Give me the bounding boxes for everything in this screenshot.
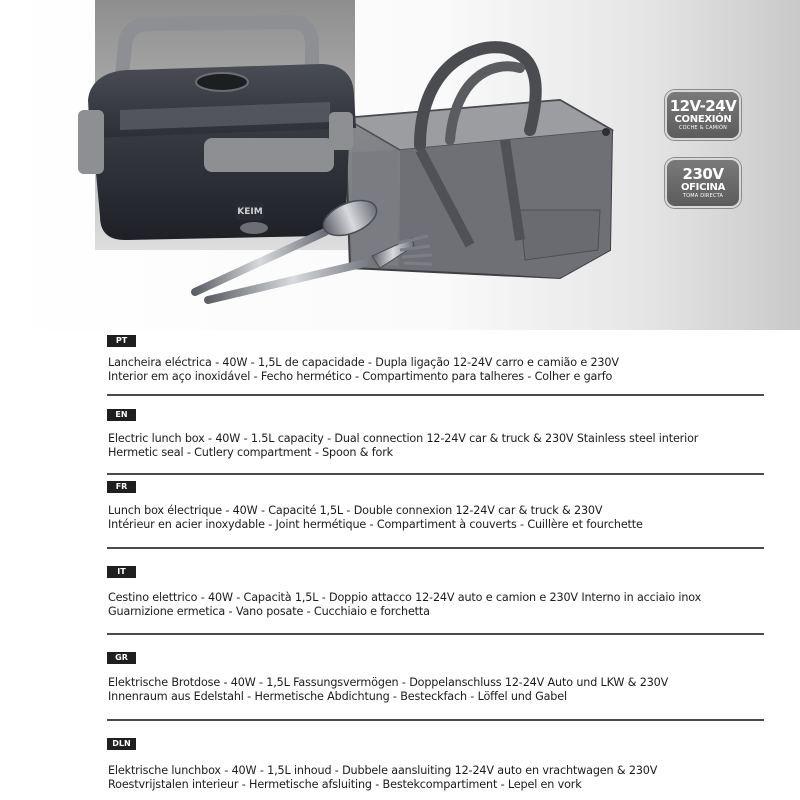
section-gr	[0, 652, 800, 734]
badge-230v	[665, 158, 741, 208]
section-text	[108, 356, 768, 384]
language-sections	[0, 335, 800, 791]
section-divider	[107, 633, 764, 635]
cooler-bag	[345, 47, 612, 278]
lang-tag: DLN	[107, 738, 136, 750]
text-line: Hermetic seal - Cutlery compartment - Spoon & fork	[108, 446, 393, 459]
lang-tag: EN	[107, 409, 136, 421]
section-divider	[107, 394, 764, 396]
text-line: Intérieur en acier inoxydable - Joint hermétique - Compartiment à couverts - Cuillère et fourchette	[108, 518, 643, 531]
lang-tag: GR	[107, 652, 136, 664]
lunch-box	[78, 22, 356, 240]
section-text	[108, 676, 768, 704]
section-divider	[107, 473, 764, 475]
section-fr	[0, 481, 800, 563]
badge-caption: TOMA DIRECTA	[682, 193, 724, 199]
text-line: Innenraum aus Edelstahl - Hermetische Abdichtung - Besteckfach - Löffel und Gabel	[108, 690, 567, 703]
badge-label: CONEXIÓN	[674, 114, 732, 125]
badge-voltage: 230V	[682, 165, 724, 183]
section-text	[108, 764, 768, 792]
text-line: Lunch box électrique - 40W - Capacité 1,5L - Double connexion 12-24V car & truck & 230V	[108, 504, 603, 517]
text-line: Cestino elettrico - 40W - Capacità 1,5L - Doppio attacco 12-24V auto e camion e 230V Interno in acciaio inox	[108, 591, 702, 604]
badge-caption: COCHE & CAMIÓN	[678, 125, 728, 131]
lang-tag: PT	[107, 335, 136, 347]
text-line: Lancheira eléctrica - 40W - 1,5L de capacidade - Dupla ligação 12-24V carro e camião e 230V	[108, 356, 619, 369]
lang-tag: IT	[107, 566, 136, 578]
section-divider	[107, 719, 764, 721]
section-pt	[0, 335, 800, 417]
text-line: Interior em aço inoxidável - Fecho hermético - Compartimento para talheres - Colher e garfo	[108, 370, 613, 383]
product-hero	[0, 0, 800, 330]
section-dln	[0, 738, 800, 800]
badge-label: OFICINA	[680, 182, 726, 193]
text-line: Elektrische lunchbox - 40W - 1,5L inhoud - Dubbele aansluiting 12-24V auto en vrachtwagen & 230V	[108, 764, 658, 777]
lang-tag: FR	[107, 481, 136, 493]
section-en	[0, 409, 800, 491]
section-text	[108, 432, 768, 460]
text-line: Electric lunch box - 40W - 1.5L capacity - Dual connection 12-24V car & truck & 230V Stainless steel interior	[108, 432, 699, 445]
text-line: Roestvrijstalen interieur - Hermetische afsluiting - Bestekcompartiment - Lepel en vork	[108, 778, 582, 791]
badge-voltage: 12V-24V	[669, 97, 737, 115]
section-divider	[107, 547, 764, 549]
text-line: Elektrische Brotdose - 40W - 1,5L Fassungsvermögen - Doppelanschluss 12-24V Auto und LKW & 230V	[108, 676, 669, 689]
text-line: Guarnizione ermetica - Vano posate - Cucchiaio e forchetta	[108, 605, 430, 618]
badge-12-24v	[665, 90, 741, 140]
section-it	[0, 566, 800, 648]
section-text	[108, 591, 768, 619]
brand-logo: KEIM	[237, 207, 263, 217]
section-text	[108, 504, 768, 532]
